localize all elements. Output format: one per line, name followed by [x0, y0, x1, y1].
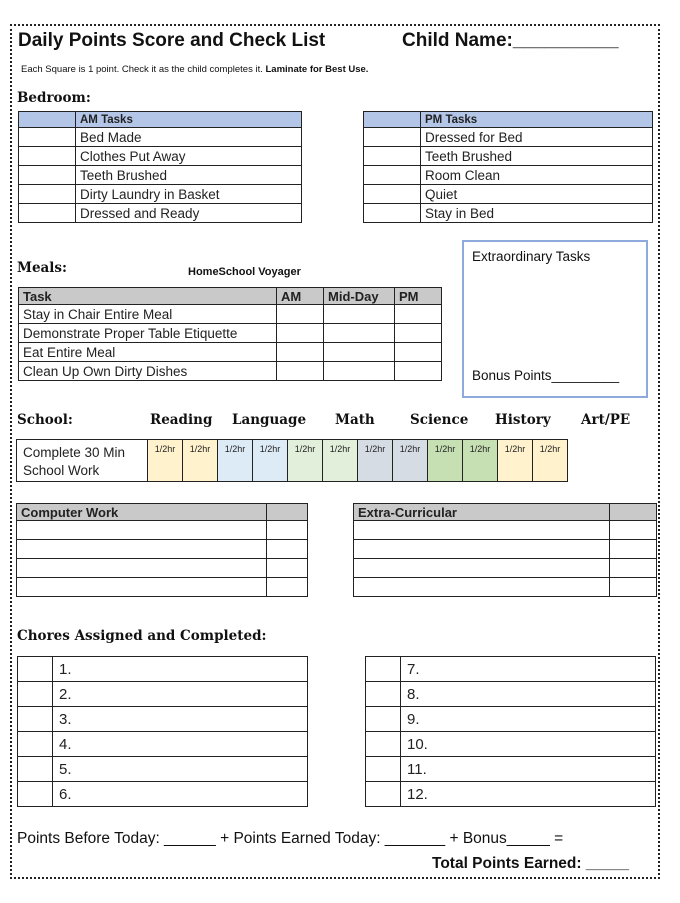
half-hour-cell[interactable]: 1/2hr	[218, 440, 253, 482]
check-box[interactable]	[19, 185, 76, 204]
pm-task: Stay in Bed	[421, 204, 653, 223]
chores-left-table	[17, 656, 308, 807]
extra-curricular-table	[353, 503, 657, 597]
am-check-header	[19, 112, 76, 128]
check-box[interactable]	[395, 324, 442, 343]
bedroom-label: Bedroom:	[17, 90, 91, 106]
watermark: HomeSchool Voyager	[188, 266, 301, 278]
pm-check-header	[364, 112, 421, 128]
instructions-text: Each Square is 1 point. Check it as the child completes it.	[21, 64, 263, 75]
am-task: Dressed and Ready	[76, 204, 302, 223]
half-hour-cell[interactable]: 1/2hr	[393, 440, 428, 482]
check-box[interactable]	[18, 782, 53, 807]
pm-task: Room Clean	[421, 166, 653, 185]
check-box[interactable]	[366, 707, 401, 732]
instructions	[21, 64, 368, 75]
check-box[interactable]	[267, 540, 308, 559]
check-box[interactable]	[19, 204, 76, 223]
half-hour-cell[interactable]: 1/2hr	[148, 440, 183, 482]
entry-line[interactable]	[354, 521, 610, 540]
chore-line[interactable]: 6.	[53, 782, 308, 807]
page-title: Daily Points Score and Check List	[18, 30, 326, 51]
entry-line[interactable]	[17, 540, 267, 559]
chore-line[interactable]: 4.	[53, 732, 308, 757]
check-box[interactable]	[277, 343, 324, 362]
check-box[interactable]	[18, 707, 53, 732]
check-box[interactable]	[366, 782, 401, 807]
am-task: Bed Made	[76, 128, 302, 147]
chore-line[interactable]: 3.	[53, 707, 308, 732]
half-hour-cell[interactable]: 1/2hr	[358, 440, 393, 482]
check-box[interactable]	[324, 305, 395, 324]
check-box[interactable]	[324, 343, 395, 362]
check-box[interactable]	[366, 657, 401, 682]
check-box[interactable]	[395, 343, 442, 362]
computer-work-header: Computer Work	[17, 504, 267, 521]
check-box[interactable]	[277, 324, 324, 343]
chore-line[interactable]: 11.	[401, 757, 656, 782]
entry-line[interactable]	[354, 540, 610, 559]
check-box[interactable]	[366, 682, 401, 707]
entry-line[interactable]	[354, 559, 610, 578]
check-box[interactable]	[364, 128, 421, 147]
computer-check-header	[267, 504, 308, 521]
extraordinary-title: Extraordinary Tasks	[472, 249, 591, 264]
check-box[interactable]	[364, 204, 421, 223]
check-box[interactable]	[18, 732, 53, 757]
entry-line[interactable]	[17, 578, 267, 597]
check-box[interactable]	[610, 540, 657, 559]
school-label: School:	[17, 412, 73, 428]
meals-header-midday: Mid-Day	[324, 288, 395, 305]
chore-line[interactable]: 8.	[401, 682, 656, 707]
check-box[interactable]	[366, 757, 401, 782]
entry-line[interactable]	[17, 521, 267, 540]
chore-line[interactable]: 9.	[401, 707, 656, 732]
total-points-line[interactable]: Total Points Earned: _____	[432, 855, 629, 872]
check-box[interactable]	[395, 305, 442, 324]
half-hour-cell[interactable]: 1/2hr	[253, 440, 288, 482]
school-table	[16, 439, 568, 482]
chore-line[interactable]: 5.	[53, 757, 308, 782]
bonus-points-field[interactable]: Bonus Points_________	[472, 368, 620, 383]
meals-header-pm: PM	[395, 288, 442, 305]
check-box[interactable]	[267, 559, 308, 578]
check-box[interactable]	[364, 166, 421, 185]
entry-line[interactable]	[354, 578, 610, 597]
chore-line[interactable]: 12.	[401, 782, 656, 807]
check-box[interactable]	[277, 305, 324, 324]
meal-task: Stay in Chair Entire Meal	[19, 305, 277, 324]
half-hour-cell[interactable]: 1/2hr	[323, 440, 358, 482]
check-box[interactable]	[364, 147, 421, 166]
check-box[interactable]	[395, 362, 442, 381]
pm-task: Dressed for Bed	[421, 128, 653, 147]
check-box[interactable]	[267, 578, 308, 597]
am-task: Teeth Brushed	[76, 166, 302, 185]
chores-label: Chores Assigned and Completed:	[17, 628, 267, 644]
check-box[interactable]	[277, 362, 324, 381]
check-box[interactable]	[19, 128, 76, 147]
check-box[interactable]	[18, 757, 53, 782]
half-hour-cell[interactable]: 1/2hr	[533, 440, 568, 482]
subject-reading: Reading	[150, 412, 213, 428]
check-box[interactable]	[324, 362, 395, 381]
half-hour-cell[interactable]: 1/2hr	[463, 440, 498, 482]
check-box[interactable]	[610, 559, 657, 578]
check-box[interactable]	[19, 147, 76, 166]
check-box[interactable]	[366, 732, 401, 757]
meals-header-task: Task	[19, 288, 277, 305]
pm-task: Quiet	[421, 185, 653, 204]
meals-table	[18, 287, 442, 381]
check-box[interactable]	[610, 578, 657, 597]
pm-task: Teeth Brushed	[421, 147, 653, 166]
instructions-bold: Laminate for Best Use.	[265, 64, 369, 75]
check-box[interactable]	[267, 521, 308, 540]
extra-curricular-header: Extra-Curricular	[354, 504, 610, 521]
am-task: Dirty Laundry in Basket	[76, 185, 302, 204]
chores-right-table	[365, 656, 656, 807]
computer-work-table	[16, 503, 308, 597]
check-box[interactable]	[324, 324, 395, 343]
pm-header: PM Tasks	[421, 112, 653, 128]
half-hour-cell[interactable]: 1/2hr	[183, 440, 218, 482]
chore-line[interactable]: 7.	[401, 657, 656, 682]
pm-tasks-table	[363, 111, 653, 223]
school-row-label-line1: Complete 30 Min	[23, 445, 126, 460]
check-box[interactable]	[19, 166, 76, 185]
half-hour-cell[interactable]: 1/2hr	[498, 440, 533, 482]
subject-science: Science	[410, 412, 469, 428]
meal-task: Clean Up Own Dirty Dishes	[19, 362, 277, 381]
check-box[interactable]	[364, 185, 421, 204]
subject-history: History	[495, 412, 551, 428]
subject-math: Math	[335, 412, 375, 428]
subject-art-pe: Art/PE	[581, 412, 631, 428]
chore-line[interactable]: 2.	[53, 682, 308, 707]
check-box[interactable]	[610, 521, 657, 540]
entry-line[interactable]	[17, 559, 267, 578]
check-box[interactable]	[18, 657, 53, 682]
subject-language: Language	[232, 412, 307, 428]
extra-check-header	[610, 504, 657, 521]
school-row-label	[17, 440, 148, 482]
half-hour-cell[interactable]: 1/2hr	[288, 440, 323, 482]
meal-task: Eat Entire Meal	[19, 343, 277, 362]
chore-line[interactable]: 1.	[53, 657, 308, 682]
check-box[interactable]	[18, 682, 53, 707]
child-name-field[interactable]: Child Name:__________	[402, 30, 619, 51]
am-tasks-table	[18, 111, 302, 223]
am-header: AM Tasks	[76, 112, 302, 128]
am-task: Clothes Put Away	[76, 147, 302, 166]
school-row-label-line2: School Work	[23, 463, 100, 478]
meal-task: Demonstrate Proper Table Etiquette	[19, 324, 277, 343]
chore-line[interactable]: 10.	[401, 732, 656, 757]
meals-header-am: AM	[277, 288, 324, 305]
half-hour-cell[interactable]: 1/2hr	[428, 440, 463, 482]
points-summary-line[interactable]: Points Before Today: ______ + Points Earned Today: _______ + Bonus_____ =	[17, 830, 564, 847]
meals-label: Meals:	[17, 260, 67, 276]
